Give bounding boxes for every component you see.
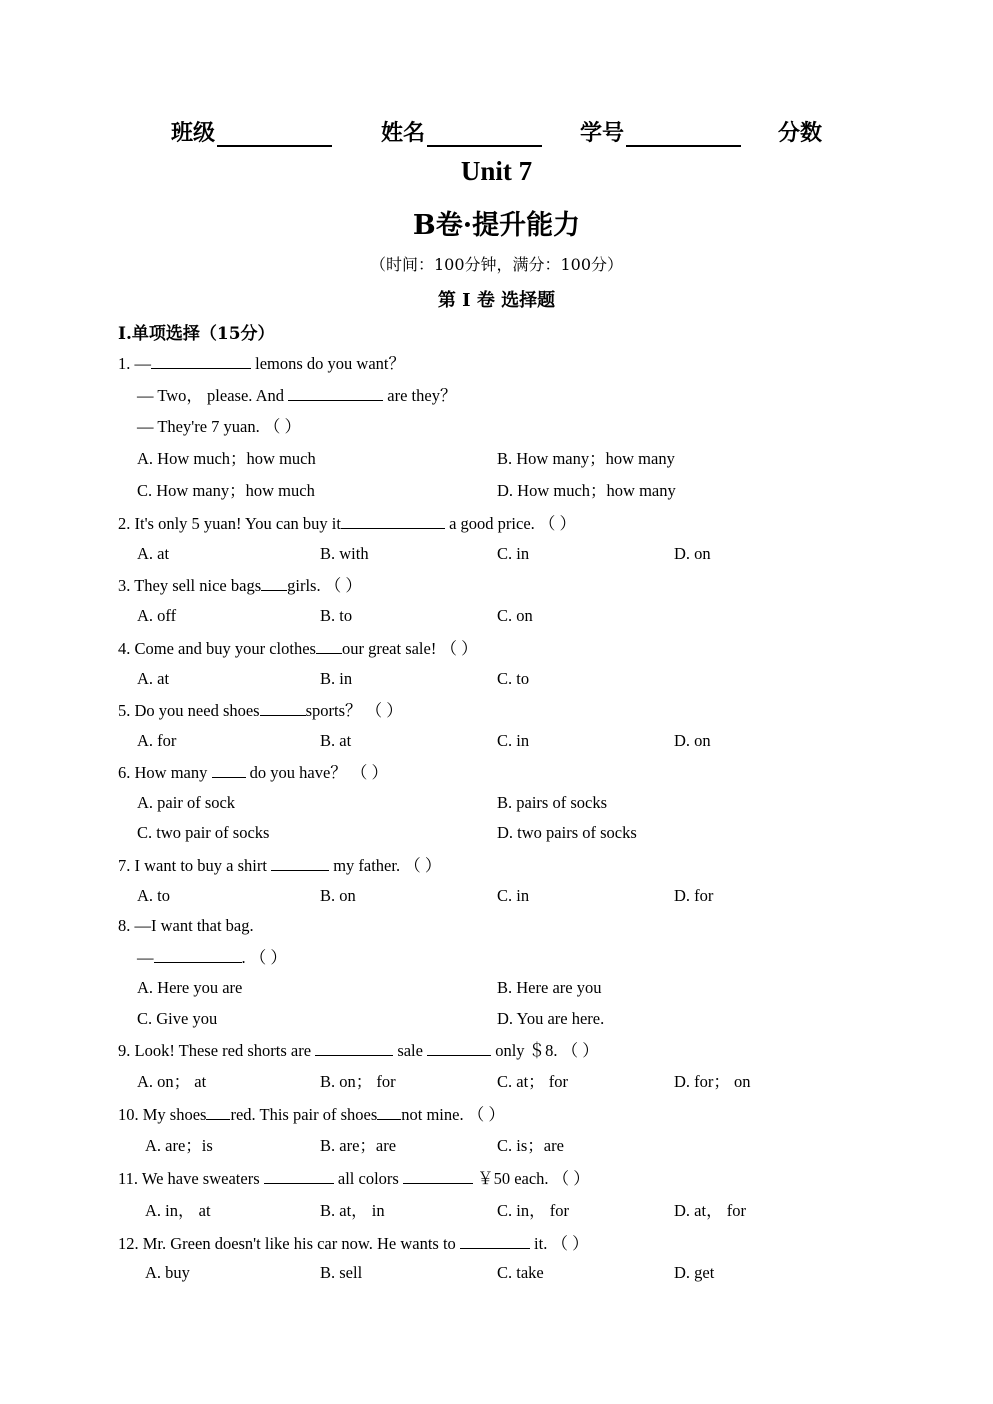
question-3-line-1: [118, 574, 362, 596]
question-1-line-2: [137, 384, 456, 406]
student-id-field: [580, 116, 741, 147]
question-7-option-a[interactable]: A. to: [137, 886, 170, 905]
question-text: 8. —I want that bag.: [118, 916, 254, 935]
question-8-line-1: [118, 915, 254, 937]
answer-blank[interactable]: [316, 637, 342, 654]
question-6-option-c[interactable]: C. two pair of socks: [137, 823, 270, 842]
question-7-option-d[interactable]: D. for: [674, 886, 714, 905]
question-text: our great sale! （ ）: [341, 639, 478, 658]
question-6-option-b[interactable]: B. pairs of socks: [497, 793, 607, 812]
question-text: —: [137, 948, 154, 967]
question-4-option-c[interactable]: C. to: [497, 669, 530, 688]
answer-blank[interactable]: [403, 1167, 473, 1184]
answer-blank[interactable]: [154, 946, 242, 963]
question-4-option-b[interactable]: B. in: [320, 669, 353, 688]
question-text: girls. （ ）: [287, 576, 362, 595]
question-text: 1. —: [118, 354, 151, 373]
student-info-header: [0, 116, 993, 150]
answer-blank[interactable]: [427, 1039, 491, 1056]
question-8-option-d[interactable]: D. You are here.: [497, 1009, 605, 1028]
question-text: are they？: [383, 386, 457, 405]
class-label: 班级: [171, 121, 216, 146]
question-text: 7. I want to buy a shirt: [118, 856, 272, 875]
answer-blank[interactable]: [151, 352, 251, 369]
answer-blank[interactable]: [460, 1232, 530, 1249]
question-1-option-c[interactable]: C. How many；how much: [137, 481, 315, 500]
question-text: do you have？ （ ）: [245, 763, 389, 782]
question-8-option-b[interactable]: B. Here are you: [497, 978, 602, 997]
question-8-line-2: [137, 946, 287, 968]
name-blank[interactable]: [427, 121, 542, 147]
question-2-line-1: [118, 512, 576, 534]
question-text: 6. How many: [118, 763, 212, 782]
question-12-option-c[interactable]: C. take: [497, 1263, 544, 1282]
question-text: ￥50 each. （ ）: [472, 1169, 590, 1188]
question-12-option-d[interactable]: D. get: [674, 1263, 715, 1282]
question-text: only ＄8. （ ）: [491, 1041, 599, 1060]
question-9-option-a[interactable]: A. on； at: [137, 1072, 207, 1091]
question-6-option-d[interactable]: D. two pairs of socks: [497, 823, 637, 842]
question-4-line-1: [118, 637, 478, 659]
question-text: lemons do you want？: [251, 354, 405, 373]
question-10-option-c[interactable]: C. is；are: [497, 1136, 564, 1155]
answer-blank[interactable]: [341, 512, 445, 529]
question-7-option-b[interactable]: B. on: [320, 886, 356, 905]
question-text: a good price. （ ）: [444, 514, 577, 533]
question-5-option-c[interactable]: C. in: [497, 731, 530, 750]
question-5-line-1: [118, 699, 403, 721]
question-12-option-a[interactable]: A. buy: [145, 1263, 190, 1282]
time-info: （时间：100分钟，满分：100分）: [369, 255, 624, 274]
question-11-option-c[interactable]: C. in， for: [497, 1201, 569, 1220]
question-9-option-c[interactable]: C. at； for: [497, 1072, 569, 1091]
question-1-option-b[interactable]: B. How many；how many: [497, 449, 675, 468]
question-11-line-1: [118, 1167, 590, 1189]
paper-title: B卷·提升能力: [412, 210, 581, 241]
question-3-option-b[interactable]: B. to: [320, 606, 353, 625]
question-1-line-3: [137, 416, 301, 438]
question-10-option-a[interactable]: A. are；is: [145, 1136, 213, 1155]
question-text: 4. Come and buy your clothes: [118, 639, 316, 658]
part-title: 第 I 卷 选择题: [437, 290, 556, 311]
answer-blank[interactable]: [377, 1103, 401, 1120]
score-field: [778, 116, 822, 147]
question-text: all colors: [333, 1169, 403, 1188]
question-3-option-a[interactable]: A. off: [137, 606, 177, 625]
answer-blank[interactable]: [260, 699, 306, 716]
unit-title: Unit 7: [460, 156, 533, 186]
student-id-label: 学号: [580, 121, 625, 146]
question-5-option-b[interactable]: B. at: [320, 731, 352, 750]
question-1-option-a[interactable]: A. How much；how much: [137, 449, 316, 468]
question-9-line-1: [118, 1039, 599, 1061]
question-9-option-d[interactable]: D. for； on: [674, 1072, 751, 1091]
question-12-line-1: [118, 1232, 589, 1254]
question-4-option-a[interactable]: A. at: [137, 669, 170, 688]
student-id-blank[interactable]: [626, 121, 741, 147]
question-11-option-b[interactable]: B. at， in: [320, 1201, 385, 1220]
question-9-option-b[interactable]: B. on； for: [320, 1072, 396, 1091]
question-text: — They're 7 yuan. （ ）: [137, 417, 301, 436]
question-6-option-a[interactable]: A. pair of sock: [137, 793, 236, 812]
question-1-line-1: [118, 352, 405, 374]
question-text: sale: [393, 1041, 428, 1060]
question-text: . （ ）: [241, 948, 287, 967]
section-title: I.单项选择（15分）: [118, 324, 275, 344]
question-text: not mine. （ ）: [401, 1105, 505, 1124]
question-7-option-c[interactable]: C. in: [497, 886, 530, 905]
question-text: sports？ （ ）: [305, 701, 403, 720]
name-label: 姓名: [381, 121, 426, 146]
question-text: 2. It's only 5 yuan! You can buy it: [118, 514, 341, 533]
question-2-option-b[interactable]: B. with: [320, 544, 369, 563]
question-5-option-d[interactable]: D. on: [674, 731, 711, 750]
question-5-option-a[interactable]: A. for: [137, 731, 177, 750]
answer-blank[interactable]: [212, 761, 246, 778]
question-10-option-b[interactable]: B. are；are: [320, 1136, 397, 1155]
question-11-option-d[interactable]: D. at， for: [674, 1201, 746, 1220]
question-text: 3. They sell nice bags: [118, 576, 262, 595]
class-field: [171, 116, 332, 147]
question-8-option-c[interactable]: C. Give you: [137, 1009, 218, 1028]
question-12-option-b[interactable]: B. sell: [320, 1263, 363, 1282]
question-3-option-c[interactable]: C. on: [497, 606, 533, 625]
question-2-option-a[interactable]: A. at: [137, 544, 170, 563]
question-text: 10. My shoes: [118, 1105, 207, 1124]
question-8-option-a[interactable]: A. Here you are: [137, 978, 243, 997]
answer-blank[interactable]: [288, 384, 383, 401]
answer-blank[interactable]: [206, 1103, 230, 1120]
question-2-option-c[interactable]: C. in: [497, 544, 530, 563]
question-11-option-a[interactable]: A. in， at: [145, 1201, 211, 1220]
question-1-option-d[interactable]: D. How much；how many: [497, 481, 676, 500]
answer-blank[interactable]: [271, 854, 329, 871]
question-text: 12. Mr. Green doesn't like his car now. He wants to: [118, 1234, 460, 1253]
question-text: my father. （ ）: [329, 856, 442, 875]
answer-blank[interactable]: [264, 1167, 334, 1184]
question-text: 9. Look! These red shorts are: [118, 1041, 316, 1060]
question-text: it. （ ）: [529, 1234, 589, 1253]
question-6-line-1: [118, 761, 388, 783]
question-text: — Two， please. And: [137, 386, 289, 405]
question-text: 5. Do you need shoes: [118, 701, 260, 720]
question-2-option-d[interactable]: D. on: [674, 544, 711, 563]
class-blank[interactable]: [217, 121, 332, 147]
answer-blank[interactable]: [261, 574, 287, 591]
question-text: 11. We have sweaters: [118, 1169, 264, 1188]
question-10-line-1: [118, 1103, 505, 1125]
question-7-line-1: [118, 854, 441, 876]
score-label: 分数: [778, 121, 823, 146]
question-text: red. This pair of shoes: [230, 1105, 378, 1124]
answer-blank[interactable]: [315, 1039, 393, 1056]
name-field: [381, 116, 542, 147]
